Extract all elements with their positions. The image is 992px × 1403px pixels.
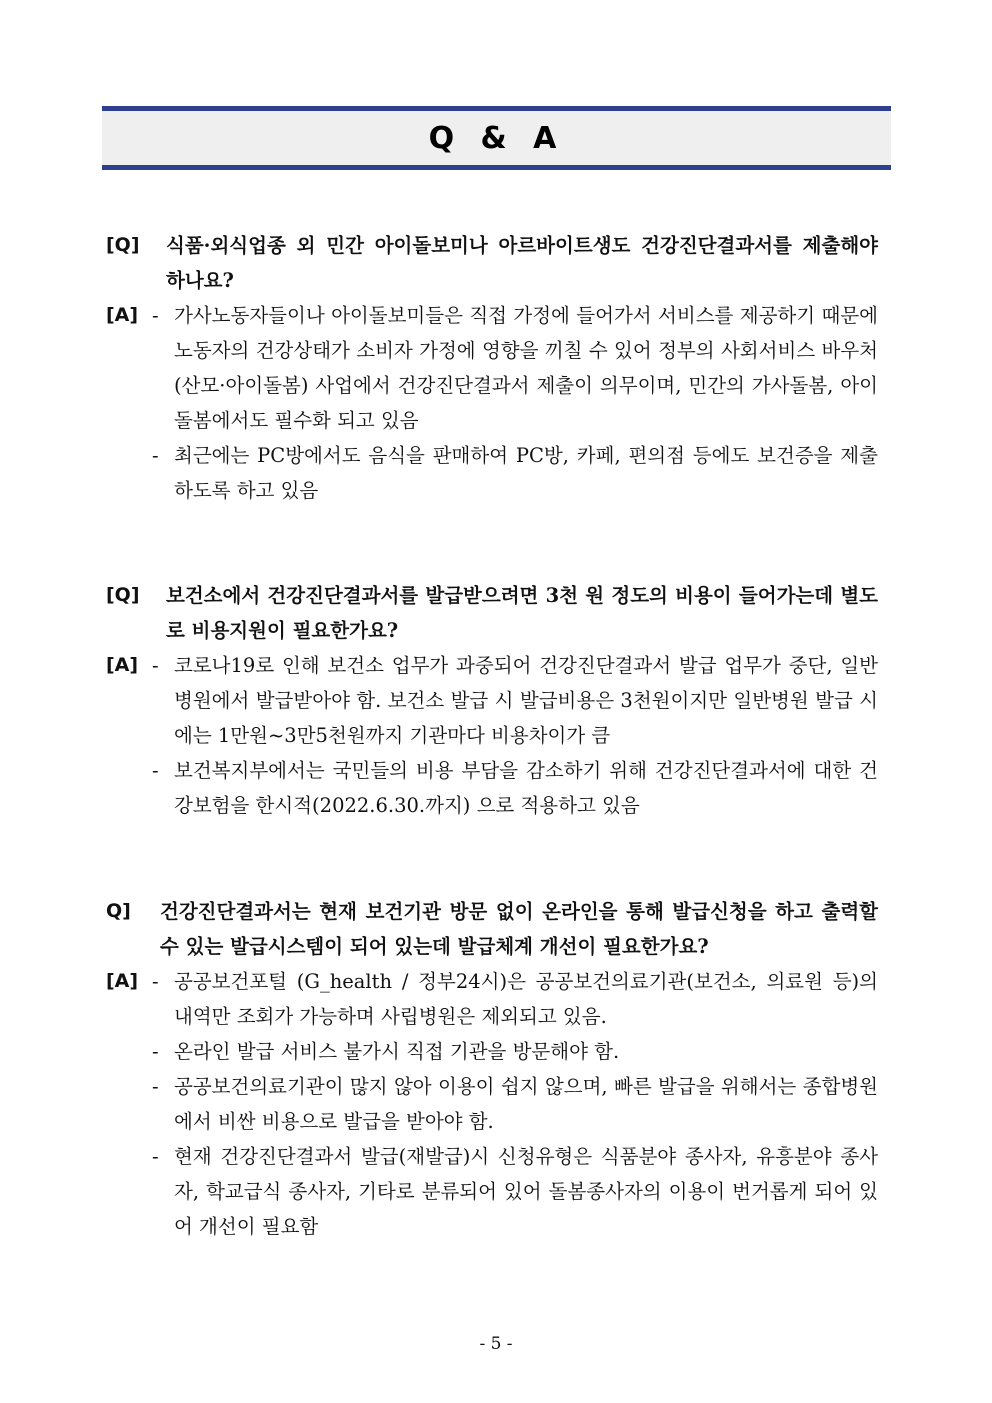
title-banner (102, 106, 891, 170)
bullet-dash: - (152, 444, 159, 467)
question-tag: [Q] (106, 234, 140, 256)
answer-tag: [A] (106, 654, 139, 676)
bullet-dash: - (152, 1040, 159, 1063)
answer-block (152, 298, 878, 508)
answer-tag: [A] (106, 304, 139, 326)
page-title: Q & A (428, 120, 565, 156)
answer-block (152, 648, 878, 823)
answer-bullet (152, 438, 878, 508)
question-tag: [Q] (106, 584, 140, 606)
answer-text: 공공보건의료기관이 많지 않아 이용이 쉽지 않으며, 빠른 발급을 위해서는 종합병원에서 비싼 비용으로 발급을 받아야 함. (174, 1075, 878, 1133)
answer-bullet (152, 1034, 878, 1069)
answer-block (152, 964, 878, 1244)
answer-bullet (152, 648, 878, 753)
answer-bullet (152, 298, 878, 438)
question-text: 보건소에서 건강진단결과서를 발급받으려면 3천 원 정도의 비용이 들어가는데 별도로 비용지원이 필요한가요? (166, 584, 878, 642)
answer-text: 가사노동자들이나 아이돌보미들은 직접 가정에 들어가서 서비스를 제공하기 때문에 노동자의 건강상태가 소비자 가정에 영향을 끼칠 수 있어 정부의 사회서비스 바우처(산모·아이돌봄) 사업에서 건강진단결과서 제출이 의무이며, 민간의 가사돌봄, 아이돌봄에서도 필수화 되고 있음 (174, 304, 878, 432)
qa-item-3 (106, 894, 878, 1244)
question-text: 식품·외식업종 외 민간 아이돌보미나 아르바이트생도 건강진단결과서를 제출해야 하나요? (166, 234, 878, 292)
qa-item-1 (106, 228, 878, 508)
bullet-dash: - (152, 1075, 159, 1098)
page-number: - 5 - (479, 1334, 513, 1354)
answer-row (106, 648, 878, 823)
bullet-dash: - (152, 759, 159, 782)
question-row (106, 578, 878, 648)
answer-text: 보건복지부에서는 국민들의 비용 부담을 감소하기 위해 건강진단결과서에 대한 건강보험을 한시적(2022.6.30.까지) 으로 적용하고 있음 (174, 759, 878, 817)
bullet-dash: - (152, 304, 159, 327)
bullet-dash: - (152, 1145, 159, 1168)
answer-text: 코로나19로 인해 보건소 업무가 과중되어 건강진단결과서 발급 업무가 중단, 일반 병원에서 발급받아야 함. 보건소 발급 시 발급비용은 3천원이지만 일반병원 발급 시에는 1만원~3만5천원까지 기관마다 비용차이가 큼 (174, 654, 878, 747)
answer-text: 최근에는 PC방에서도 음식을 판매하여 PC방, 카페, 편의점 등에도 보건증을 제출하도록 하고 있음 (174, 444, 878, 502)
question-row (106, 228, 878, 298)
answer-bullet (152, 753, 878, 823)
qa-item-2 (106, 578, 878, 823)
bullet-dash: - (152, 970, 159, 993)
question-tag: Q] (106, 900, 131, 922)
answer-tag: [A] (106, 970, 139, 992)
answer-row (106, 964, 878, 1244)
question-text: 건강진단결과서는 현재 보건기관 방문 없이 온라인을 통해 발급신청을 하고 출력할 수 있는 발급시스템이 되어 있는데 발급체계 개선이 필요한가요? (160, 900, 878, 958)
answer-text: 공공보건포털 (G_health / 정부24시)은 공공보건의료기관(보건소, 의료원 등)의 내역만 조회가 가능하며 사립병원은 제외되고 있음. (174, 970, 878, 1028)
answer-bullet (152, 1139, 878, 1244)
answer-row (106, 298, 878, 508)
answer-text: 온라인 발급 서비스 불가시 직접 기관을 방문해야 함. (174, 1040, 620, 1063)
answer-bullet (152, 964, 878, 1034)
answer-bullet (152, 1069, 878, 1139)
bullet-dash: - (152, 654, 159, 677)
question-row (106, 894, 878, 964)
answer-text: 현재 건강진단결과서 발급(재발급)시 신청유형은 식품분야 종사자, 유흥분야 종사자, 학교급식 종사자, 기타로 분류되어 있어 돌봄종사자의 이용이 번거롭게 되어 있어 개선이 필요함 (174, 1145, 878, 1238)
